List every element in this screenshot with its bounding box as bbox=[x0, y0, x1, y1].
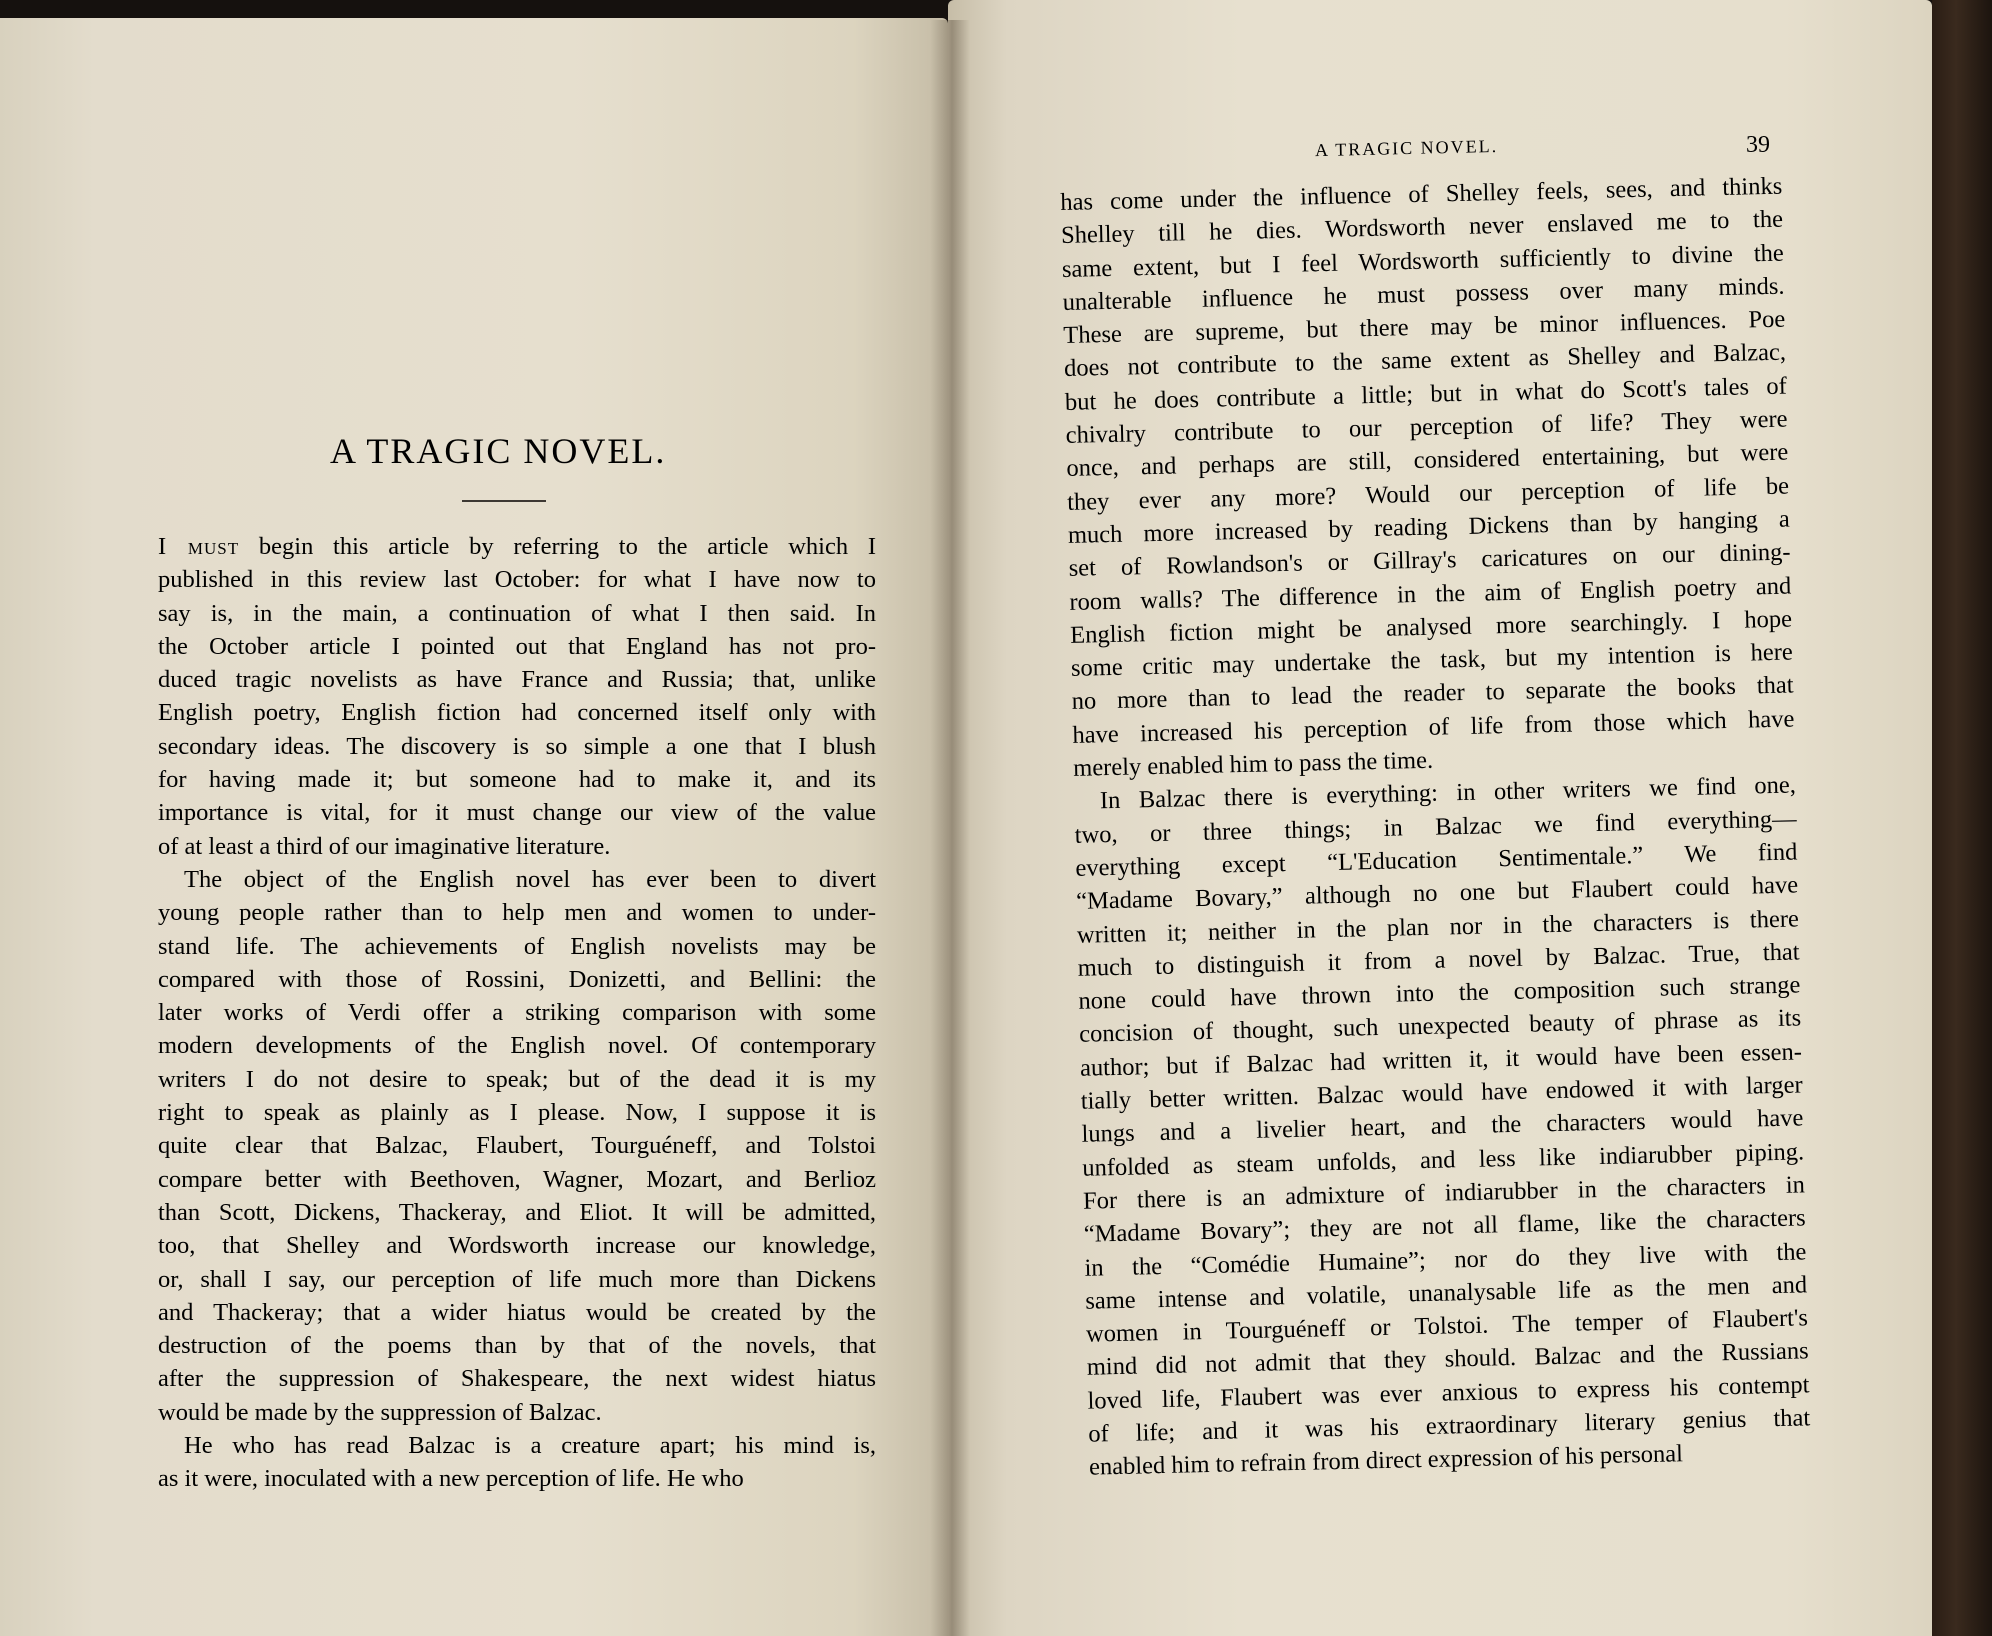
text-line: author; but if Balzac had written it, it would have been essen- bbox=[1079, 1038, 1803, 1082]
opening-words: I must bbox=[158, 533, 240, 560]
text-line: they ever any more? Would our perception of life be bbox=[1066, 472, 1790, 516]
text-line: unalterable influence he must possess over many minds. bbox=[1062, 272, 1785, 316]
text-line: but he does contribute a little; but in what do Scott's tales of bbox=[1064, 372, 1788, 416]
text-line: writers I do not desire to speak; but of the dead it is my bbox=[158, 1065, 876, 1093]
text-line: everything except “L'Education Sentimentale.” We find bbox=[1075, 838, 1798, 882]
text-line: For there is an admixture of indiarubber in the characters in bbox=[1082, 1171, 1806, 1215]
text-line: much more increased by reading Dickens than by hanging a bbox=[1067, 505, 1791, 549]
text-line: concision of thought, such unexpected beauty of phrase as its bbox=[1078, 1004, 1802, 1049]
text-line: published in this review last October: for what I have now to bbox=[158, 566, 876, 594]
text-line: merely enabled him to pass the time. bbox=[1072, 746, 1434, 782]
text-line: compared with those of Rossini, Donizetti, and Bellini: the bbox=[158, 965, 876, 993]
text-line bbox=[158, 530, 876, 563]
text-line: young people rather than to help men and women to under- bbox=[158, 899, 876, 927]
text-line: would be made by the suppression of Balzac. bbox=[158, 1398, 602, 1426]
text-line: set of Rowlandson's or Gillray's caricatures on our dining- bbox=[1068, 538, 1791, 583]
text-line: The object of the English novel has ever been to divert bbox=[184, 865, 876, 893]
text-line: These are supreme, but there may be minor influences. Poe bbox=[1063, 305, 1786, 350]
text-line: much to distinguish it from a novel by Balzac. True, that bbox=[1077, 938, 1800, 982]
left-text-column bbox=[158, 530, 876, 1496]
text-line: no more than to lead the reader to separate the books that bbox=[1071, 671, 1794, 716]
text-line: stand life. The achievements of English novelists may be bbox=[158, 932, 876, 960]
text-line: He who has read Balzac is a creature apart; his mind is, bbox=[184, 1432, 876, 1460]
book-gutter bbox=[930, 20, 970, 1636]
text-line: importance is vital, for it must change our view of the value bbox=[158, 799, 876, 827]
text-line: than Scott, Dickens, Thackeray, and Eliot. It will be admitted, bbox=[158, 1198, 876, 1226]
text-line: secondary ideas. The discovery is so simple a one that I blush bbox=[158, 732, 876, 760]
text-line: and Thackeray; that a wider hiatus would be created by the bbox=[158, 1298, 876, 1326]
page-number: 39 bbox=[1746, 132, 1770, 158]
text-line: have increased his perception of life from those which have bbox=[1072, 705, 1795, 749]
text-line: quite clear that Balzac, Flaubert, Tourguéneff, and Tolstoi bbox=[158, 1132, 876, 1160]
text-line: compare better with Beethoven, Wagner, Mozart, and Berlioz bbox=[158, 1165, 876, 1193]
text-line: after the suppression of Shakespeare, the next widest hiatus bbox=[158, 1365, 876, 1393]
paragraph bbox=[158, 1429, 876, 1496]
text-line: English poetry, English fiction had concerned itself only with bbox=[158, 699, 876, 727]
text-line: some critic may undertake the task, but my intention is here bbox=[1070, 638, 1794, 683]
paragraph bbox=[158, 863, 876, 1429]
text-line: of life; and it was his extraordinary literary genius that bbox=[1088, 1404, 1811, 1448]
text-line: “Madame Bovary,” although no one but Flaubert could have bbox=[1075, 871, 1799, 916]
paragraph bbox=[1060, 170, 1795, 786]
text-line: enabled him to refrain from direct expression of his personal bbox=[1088, 1440, 1684, 1481]
text-line: Shelley till he dies. Wordsworth never enslaved me to the bbox=[1060, 205, 1784, 250]
text-line: or, shall I say, our perception of life much more than Dickens bbox=[158, 1265, 876, 1293]
text-line: same intense and volatile, unanalysable life as the men and bbox=[1084, 1271, 1808, 1315]
paragraph bbox=[1074, 769, 1812, 1484]
text-line: later works of Verdi offer a striking comparison with some bbox=[158, 999, 876, 1027]
text-line: does not contribute to the same extent as Shelley and Balzac, bbox=[1063, 339, 1787, 383]
text-line-rest: begin this article by referring to the article which I bbox=[239, 533, 877, 560]
text-line: mind did not admit that they should. Balzac and the Russians bbox=[1086, 1337, 1809, 1382]
text-line: room walls? The difference in the aim of English poetry and bbox=[1069, 572, 1792, 616]
text-line: right to speak as plainly as I please. Now, I suppose it is bbox=[158, 1099, 876, 1127]
book-cover-edge bbox=[1932, 0, 1992, 1636]
text-line: say is, in the main, a continuation of what I then said. In bbox=[158, 599, 876, 627]
text-line: in the “Comédie Humaine”; nor do they live with the bbox=[1084, 1237, 1807, 1282]
paragraph bbox=[158, 530, 876, 863]
text-line: none could have thrown into the composition such strange bbox=[1078, 971, 1801, 1015]
text-line: duced tragic novelists as have France and Russia; that, unlike bbox=[158, 666, 876, 694]
title-rule bbox=[462, 500, 546, 502]
text-line: unfolded as steam unfolds, and less like indiarubber piping. bbox=[1081, 1137, 1805, 1182]
right-text-column bbox=[1060, 170, 1811, 1485]
text-line: written it; neither in the plan nor in the characters is there bbox=[1076, 904, 1800, 949]
text-line: for having made it; but someone had to make it, and its bbox=[158, 766, 876, 794]
text-line: “Madame Bovary”; they are not all flame, like the characters bbox=[1083, 1204, 1806, 1248]
text-line: too, that Shelley and Wordsworth increase our knowledge, bbox=[158, 1232, 876, 1260]
text-line: In Balzac there is everything: in other writers we find one, bbox=[1099, 771, 1797, 815]
text-line: modern developments of the English novel. Of contemporary bbox=[158, 1032, 876, 1060]
text-line: tially better written. Balzac would have endowed it with larger bbox=[1080, 1071, 1803, 1115]
text-line: women in Tourguéneff or Tolstoi. The temper of Flaubert's bbox=[1085, 1304, 1809, 1348]
text-line: same extent, but I feel Wordsworth sufficiently to divine the bbox=[1061, 239, 1785, 283]
text-line: destruction of the poems than by that of the novels, that bbox=[158, 1332, 876, 1360]
text-line: as it were, inoculated with a new perception of life. He who bbox=[158, 1465, 744, 1493]
text-line: loved life, Flaubert was ever anxious to express his contempt bbox=[1087, 1370, 1810, 1415]
text-line: chivalry contribute to our perception of life? They were bbox=[1065, 405, 1788, 450]
running-head: A TRAGIC NOVEL. bbox=[1314, 135, 1499, 161]
text-line: once, and perhaps are still, considered entertaining, but were bbox=[1066, 438, 1789, 483]
chapter-title: A TRAGIC NOVEL. bbox=[330, 431, 667, 471]
text-line: the October article I pointed out that England has not pro- bbox=[158, 632, 876, 660]
text-line: has come under the influence of Shelley feels, sees, and thinks bbox=[1060, 172, 1783, 216]
text-line: lungs and a livelier heart, and the characters would have bbox=[1081, 1104, 1804, 1149]
text-line: of at least a third of our imaginative literature. bbox=[158, 832, 611, 860]
text-line: English fiction might be analysed more searchingly. I hope bbox=[1069, 605, 1793, 649]
text-line: two, or three things; in Balzac we find everything— bbox=[1074, 805, 1797, 849]
